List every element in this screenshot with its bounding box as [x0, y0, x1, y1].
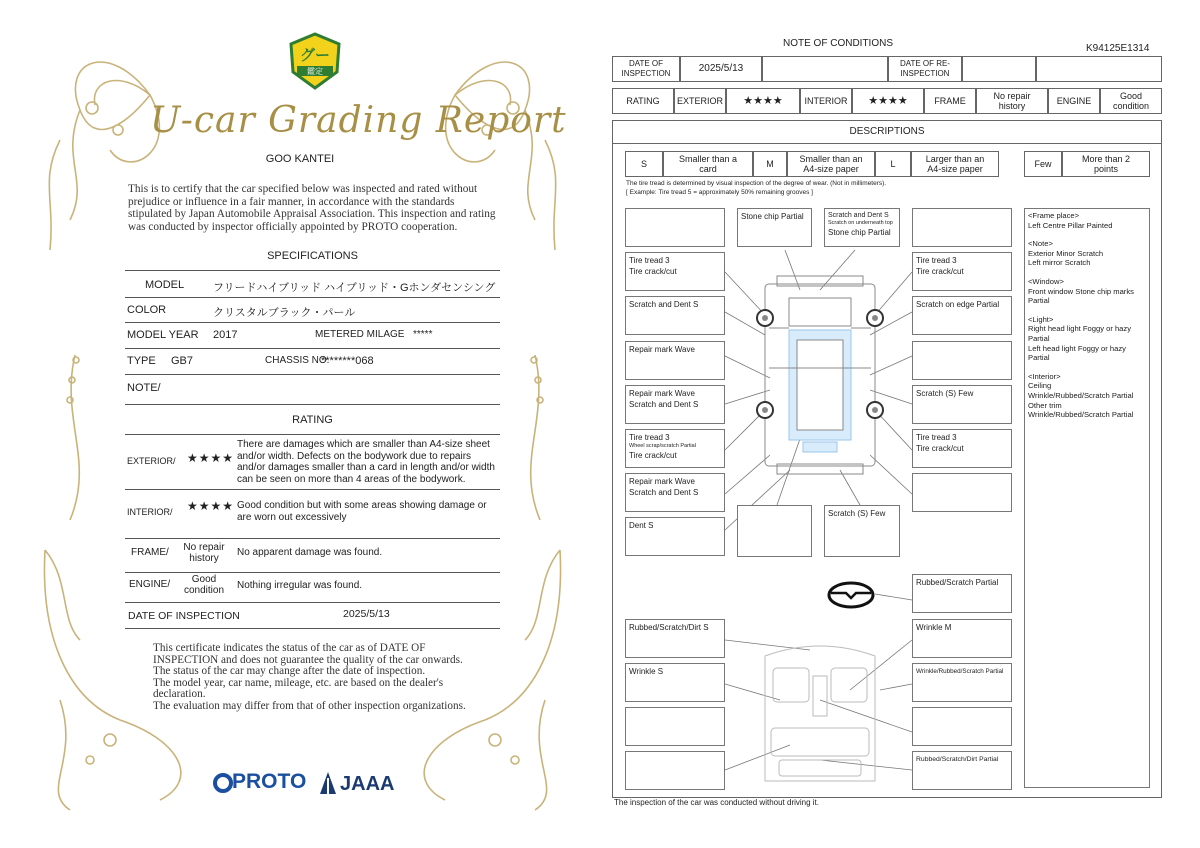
damage-note: Wrinkle/Rubbed/Scratch Partial	[916, 668, 1004, 675]
interior-stars: ★★★★	[187, 499, 235, 513]
legend-few-code: Few	[1024, 151, 1062, 177]
legend-l-code: L	[875, 151, 911, 177]
damage-box-l8	[625, 517, 725, 556]
model-value: フリードハイブリッド ハイブリッド・Gホンダセンシング	[213, 282, 496, 294]
summary-line: Right head light Foggy or hazy Partial	[1028, 324, 1131, 343]
model-year-label: MODEL YEAR	[127, 329, 199, 341]
steering-wheel-icon	[826, 580, 876, 610]
summary-line: <Interior>	[1028, 371, 1061, 381]
interior-box-l4	[625, 751, 725, 790]
damage-box-l2	[625, 252, 725, 291]
summary-line: Left mirror Scratch	[1028, 258, 1091, 268]
summary-line	[1028, 363, 1146, 372]
legend-s-code: S	[625, 151, 663, 177]
descriptions-heading: DESCRIPTIONS	[612, 120, 1162, 144]
damage-box-l4	[625, 341, 725, 380]
summary-line	[1028, 306, 1146, 315]
damage-note: Scratch and Dent S	[629, 300, 699, 309]
jaaa-logo-text: JAAA	[340, 773, 395, 795]
damage-box-l3	[625, 296, 725, 335]
summary-line: Other trim	[1028, 400, 1062, 410]
summary-line	[1028, 230, 1146, 239]
color-value: クリスタルブラック・パール	[213, 307, 356, 319]
damage-note: Rubbed/Scratch Partial	[916, 578, 999, 587]
interior-stars: ★★★★	[852, 88, 924, 114]
damage-note: Stone chip Partial	[741, 212, 804, 221]
damage-box-l7	[625, 473, 725, 512]
date-of-reinspection-label: DATE OF RE-INSPECTION	[888, 56, 962, 82]
damage-note: Wrinkle S	[629, 667, 664, 676]
damage-note: Tire crack/cut	[629, 451, 677, 460]
legend-l-description: Larger than an A4-size paper	[911, 151, 999, 177]
legend-few-description: More than 2 points	[1062, 151, 1150, 177]
damage-note: Tire tread 3	[629, 256, 670, 265]
proto-logo-text: PROTO	[232, 770, 307, 793]
disclaimer-line: The status of the car may change after the date of inspection.	[153, 665, 426, 678]
damage-box-r5	[912, 385, 1012, 424]
exterior-stars: ★★★★	[187, 451, 235, 465]
damage-note: Scratch (S) Few	[916, 389, 974, 398]
damage-box-l6	[625, 429, 725, 468]
damage-box-r2	[912, 252, 1012, 291]
interior-box-l1	[625, 619, 725, 658]
damage-note: Tire crack/cut	[916, 267, 964, 276]
engine-label: ENGINE	[1048, 88, 1100, 114]
damage-box-r3	[912, 296, 1012, 335]
mileage-value: *****	[413, 329, 433, 340]
summary-line: <Light>	[1028, 314, 1054, 324]
car-interior-diagram	[755, 636, 885, 786]
damage-note: Tire crack/cut	[629, 267, 677, 276]
disclaimer-line: The evaluation may differ from that of other inspection organizations.	[153, 699, 466, 712]
rating-heading: RATING	[292, 414, 333, 426]
inspection-date-label: DATE OF INSPECTION	[128, 610, 240, 622]
legend-s-description: Smaller than a card	[663, 151, 753, 177]
summary-line: Wrinkle/Rubbed/Scratch Partial	[1028, 390, 1134, 400]
frame-value: No repair history	[976, 88, 1048, 114]
damage-box-r7	[912, 473, 1012, 512]
frame-label: FRAME/	[131, 547, 169, 558]
interior-box-r3	[912, 663, 1012, 702]
interior-description: Good condition but with some areas showing damage or are worn out excessively	[237, 500, 487, 523]
summary-panel	[1024, 208, 1150, 788]
disclaimer-line: The model year, car name, mileage, etc. are based on the dealer's	[153, 676, 444, 689]
disclaimer-line: This certificate indicates the status of the car as of DATE OF	[153, 642, 426, 654]
report-title: U-car Grading Report	[150, 100, 567, 141]
summary-line: Ceiling	[1028, 381, 1052, 391]
note-label: NOTE/	[127, 382, 161, 394]
interior-box-l3	[625, 707, 725, 746]
damage-box-r4	[912, 341, 1012, 380]
engine-value: Good condition	[183, 574, 225, 596]
frame-value: No repair history	[183, 542, 225, 564]
svg-text:グー: グー	[299, 46, 331, 64]
damage-note: Scratch on edge Partial	[916, 300, 1000, 309]
date-of-inspection-value: 2025/5/13	[680, 56, 762, 82]
damage-box-t3	[824, 208, 900, 247]
damage-note: Scratch and Dent S	[629, 488, 699, 497]
summary-line: <Note>	[1028, 239, 1053, 249]
tire-note-example: [ Example: Tire tread 5 = approximately 50% remaining grooves ]	[626, 189, 813, 196]
type-label: TYPE	[127, 355, 156, 367]
damage-note: Tire tread 3	[916, 256, 957, 265]
damage-note: Wheel scrap/scratch Partial	[629, 443, 696, 449]
damage-note: Scratch on underneath top	[828, 220, 893, 226]
car-top-view-diagram	[755, 268, 885, 480]
engine-label: ENGINE/	[129, 579, 171, 590]
damage-note: Repair mark Wave	[629, 477, 695, 486]
date-of-inspection-label: DATE OF INSPECTION	[612, 56, 680, 82]
engine-description: Nothing irregular was found.	[237, 580, 363, 591]
damage-box-b2	[737, 505, 812, 557]
disclaimer-line: declaration.	[153, 688, 206, 701]
chassis-value: ********068	[321, 355, 374, 367]
engine-value: Good condition	[1100, 88, 1162, 114]
damage-note: Tire crack/cut	[916, 444, 964, 453]
model-year-value: 2017	[213, 329, 238, 341]
type-value: GB7	[171, 355, 194, 367]
legend-m-description: Smaller than an A4-size paper	[787, 151, 875, 177]
interior-box-r5	[912, 751, 1012, 790]
damage-box-b3	[824, 505, 900, 557]
damage-box-r1	[912, 208, 1012, 247]
summary-line	[1028, 268, 1146, 277]
frame-description: No apparent damage was found.	[237, 547, 383, 558]
model-label: MODEL	[145, 279, 185, 291]
damage-note: Repair mark Wave	[629, 345, 695, 354]
summary-line: <Window>	[1028, 276, 1064, 286]
damage-note: Scratch and Dent S	[629, 400, 699, 409]
summary-line: Front window Stone chip marks Partial	[1028, 286, 1134, 306]
damage-note: Scratch (S) Few	[828, 509, 886, 518]
frame-label: FRAME	[924, 88, 976, 114]
inspection-footer-note: The inspection of the car was conducted without driving it.	[614, 798, 819, 807]
disclaimer-line: INSPECTION and does not guarantee the quality of the car onwards.	[153, 653, 463, 666]
damage-note: Rubbed/Scratch/Dirt Partial	[916, 756, 999, 763]
exterior-description: There are damages which are smaller than A4-size sheet and/or width. Defects on the bodywork due to repairs and/or damages smaller than a card in length and/or width can be seen on more than 4 areas of the bodywork.	[237, 439, 495, 485]
interior-box-r2	[912, 619, 1012, 658]
summary-line: Left head light Foggy or hazy Partial	[1028, 343, 1126, 363]
interior-label: INTERIOR	[800, 88, 852, 114]
report-subtitle: GOO KANTEI	[265, 153, 335, 165]
damage-note: Rubbed/Scratch/Dirt S	[629, 623, 709, 632]
damage-note: Scratch and Dent S	[828, 212, 889, 219]
rating-label: RATING	[612, 88, 674, 114]
chassis-label: CHASSIS NO.	[265, 355, 330, 366]
notes-heading: NOTE OF CONDITIONS	[783, 38, 893, 49]
damage-note: Dent S	[629, 521, 654, 530]
specifications-heading: SPECIFICATIONS	[267, 250, 358, 262]
damage-note: Tire tread 3	[916, 433, 957, 442]
interior-box-l2	[625, 663, 725, 702]
inspection-date-value: 2025/5/13	[343, 608, 390, 620]
interior-box-r1	[912, 574, 1012, 613]
damage-note: Repair mark Wave	[629, 389, 695, 398]
exterior-stars: ★★★★	[726, 88, 800, 114]
color-label: COLOR	[127, 304, 167, 316]
legend-m-code: M	[753, 151, 787, 177]
damage-box-l5	[625, 385, 725, 424]
certification-statement: This is to certify that the car specified below was inspected and rated without prejudice or influence in a fair manner, in accordance with the standards stipulated by Japan Automobile Appraisal Association. This inspection and rating was conducted by inspector officially appointed by PROTO cooperation.	[128, 183, 496, 233]
damage-note: Tire tread 3	[629, 433, 670, 442]
mileage-label: METERED MILAGE	[315, 329, 405, 340]
interior-label: INTERIOR/	[127, 507, 173, 517]
damage-note: Stone chip Partial	[828, 228, 891, 237]
summary-line: Left Centre Pillar Painted	[1028, 220, 1113, 230]
summary-line: <Frame place>	[1028, 211, 1080, 220]
damage-box-r6	[912, 429, 1012, 468]
exterior-label: EXTERIOR/	[127, 456, 176, 466]
tire-note: The tire tread is determined by visual inspection of the degree of wear. (Not in millimeters).	[626, 180, 887, 187]
exterior-label: EXTERIOR	[674, 88, 726, 114]
summary-line: Exterior Minor Scratch	[1028, 248, 1104, 258]
damage-box-t2	[737, 208, 812, 247]
svg-text:鑑定: 鑑定	[307, 67, 323, 76]
damage-box-l1	[625, 208, 725, 247]
summary-line: Wrinkle/Rubbed/Scratch Partial	[1028, 410, 1134, 420]
report-id: K94125E1314	[1086, 43, 1150, 54]
interior-box-r4	[912, 707, 1012, 746]
damage-note: Wrinkle M	[916, 623, 952, 632]
